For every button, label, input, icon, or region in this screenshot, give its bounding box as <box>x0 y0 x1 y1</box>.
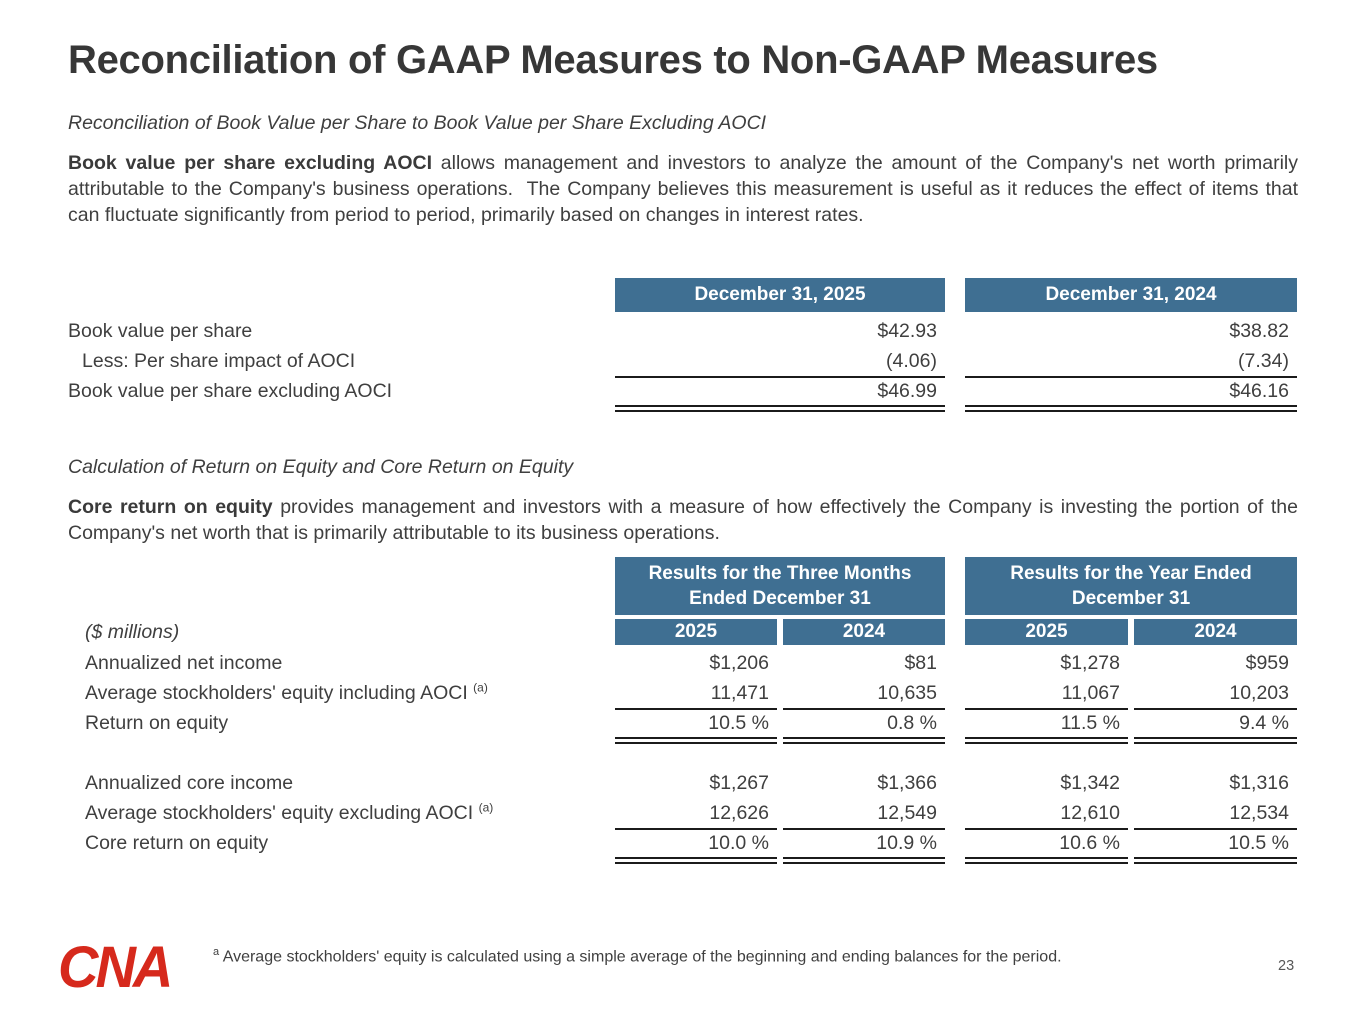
cell-value: $81 <box>904 652 937 674</box>
cell-value: 10.0 % <box>615 830 777 860</box>
column-gap <box>945 278 965 312</box>
row-label: Annualized core income <box>85 772 294 794</box>
roe-table <box>68 557 1297 860</box>
table-row <box>68 378 1297 408</box>
units-label: ($ millions) <box>85 621 180 643</box>
section1-paragraph <box>68 150 1298 228</box>
page-title: Reconciliation of GAAP Measures to Non-GAAP Measures <box>68 38 1158 82</box>
section1-subtitle: Reconciliation of Book Value per Share to Book Value per Share Excluding AOCI <box>68 112 767 134</box>
cell-value: 10,203 <box>1134 680 1297 710</box>
row-label: Average stockholders' equity including AOCI <box>85 682 468 704</box>
cell-value: 9.4 % <box>1134 710 1297 740</box>
row-label: Annualized net income <box>85 652 283 674</box>
cell-value: 12,626 <box>615 800 777 830</box>
table-row <box>68 770 1297 800</box>
table-row <box>68 710 1297 740</box>
cell-value: $1,278 <box>1060 652 1120 674</box>
cell-value: (4.06) <box>615 348 945 378</box>
section1-lead-bold: Book value per share excluding AOCI <box>68 152 432 174</box>
table-row <box>68 800 1297 830</box>
row-spacer <box>68 740 1297 770</box>
header-spacer <box>68 278 615 312</box>
cna-logo: CNA <box>58 933 171 1000</box>
sub-header-2025: 2025 <box>615 619 777 645</box>
cell-value: 11.5 % <box>965 710 1128 740</box>
cell-value: $959 <box>1245 652 1289 674</box>
cell-value: 10.6 % <box>965 830 1128 860</box>
cell-value: $1,206 <box>709 652 769 674</box>
section1-lead-rest: allows management and investors to analyze the amount of the Company's net worth primarily attributable to the Company's business operations. The Company believes this measurement is useful as it reduces the effect of items that can fluctuate significantly from period to period, primarily based on changes in interest rates. <box>68 152 1298 226</box>
footnote-ref: (a) <box>478 800 494 815</box>
cell-value: $1,342 <box>1060 772 1120 794</box>
cell-value: $42.93 <box>877 320 937 342</box>
section2-lead-bold: Core return on equity <box>68 496 273 518</box>
section2-subtitle: Calculation of Return on Equity and Core Return on Equity <box>68 456 574 478</box>
page-number: 23 <box>1278 958 1295 974</box>
table-row <box>68 318 1297 348</box>
sub-header-2024: 2024 <box>783 619 945 645</box>
sub-header-2025: 2025 <box>965 619 1128 645</box>
cell-value: 12,534 <box>1134 800 1297 830</box>
cell-value: (7.34) <box>965 348 1297 378</box>
cell-value: 10,635 <box>783 680 945 710</box>
table-row <box>68 650 1297 680</box>
book-value-table <box>68 278 1297 408</box>
roe-table-header <box>68 557 1297 645</box>
row-label: Book value per share <box>68 320 253 342</box>
cell-value: 12,549 <box>783 800 945 830</box>
section2-paragraph <box>68 494 1298 546</box>
table-row <box>68 830 1297 860</box>
table-row <box>68 680 1297 710</box>
cell-value: 11,471 <box>615 680 777 710</box>
sub-header-2024: 2024 <box>1134 619 1297 645</box>
cell-value: $46.99 <box>615 378 945 408</box>
book-value-table-header <box>68 278 1297 312</box>
table-row <box>68 348 1297 378</box>
cell-value: $38.82 <box>1229 320 1289 342</box>
footnote-text: Average stockholders' equity is calculated using a simple average of the beginning and ending balances for the period. <box>219 948 1062 966</box>
footnote <box>213 946 1062 966</box>
cell-value: 11,067 <box>965 680 1128 710</box>
cell-value: $1,267 <box>709 772 769 794</box>
cell-value: 10.5 % <box>1134 830 1297 860</box>
cell-value: $1,316 <box>1229 772 1289 794</box>
row-label: Less: Per share impact of AOCI <box>82 350 356 372</box>
cell-value: 0.8 % <box>783 710 945 740</box>
group-header-year-ended: Results for the Year Ended December 31 <box>965 557 1297 615</box>
column-header-dec-31-2024: December 31, 2024 <box>965 278 1297 312</box>
row-label: Book value per share excluding AOCI <box>68 380 393 402</box>
footnote-ref: (a) <box>473 680 488 695</box>
row-label: Average stockholders' equity excluding AOCI <box>85 802 474 824</box>
row-label: Return on equity <box>85 712 229 734</box>
group-header-three-months: Results for the Three Months Ended December 31 <box>615 557 945 615</box>
cell-value: $1,366 <box>877 772 937 794</box>
column-header-dec-31-2025: December 31, 2025 <box>615 278 945 312</box>
cell-value: 10.5 % <box>615 710 777 740</box>
cell-value: $46.16 <box>965 378 1297 408</box>
section2-lead-rest: provides management and investors with a measure of how effectively the Company is investing the portion of the Company's net worth that is primarily attributable to its business operations. <box>68 496 1298 544</box>
footnote-marker: a <box>213 946 220 958</box>
row-label: Core return on equity <box>85 832 269 854</box>
cell-value: 12,610 <box>965 800 1128 830</box>
cell-value: 10.9 % <box>783 830 945 860</box>
